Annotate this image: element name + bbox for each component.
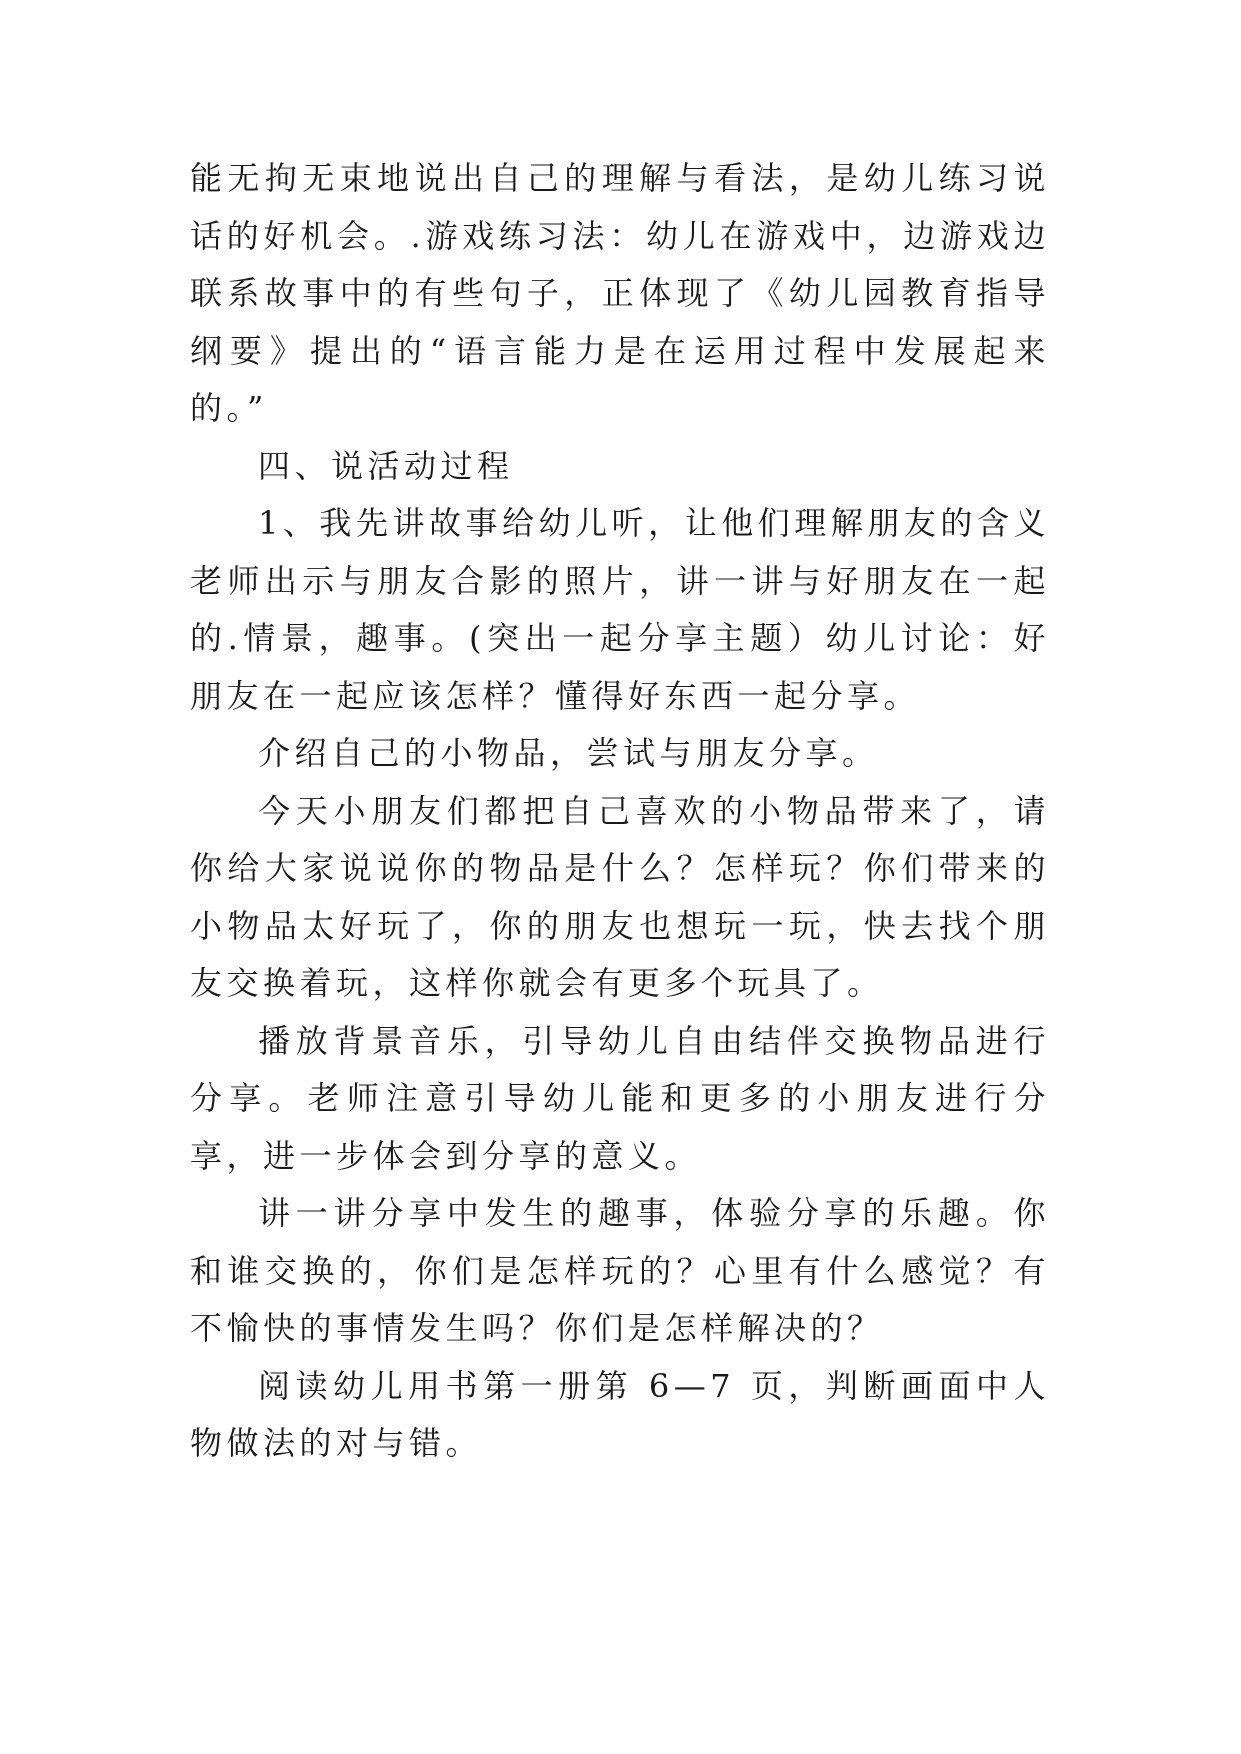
paragraph-1: 能无拘无束地说出自己的理解与看法，是幼儿练习说话的好机会。.游戏练习法：幼儿在游戏中，边游戏边联系故事中的有些句子，正体现了《幼儿园教育指导纲要》提出的“语言能力是在运用过程中发展起来的。” bbox=[190, 159, 1050, 427]
paragraph-7: 讲一讲分享中发生的趣事，体验分享的乐趣。你和谁交换的，你们是怎样玩的？心里有什么感觉？有不愉快的事情发生吗？你们是怎样解决的？ bbox=[190, 1194, 1050, 1347]
paragraph-8: 阅读幼儿用书第一册第 6—7 页，判断画面中人物做法的对与错。 bbox=[190, 1366, 1050, 1462]
paragraph-5: 今天小朋友们都把自己喜欢的小物品带来了，请你给大家说说你的物品是什么？怎样玩？你们带来的小物品太好玩了，你的朋友也想玩一玩，快去找个朋友交换着玩，这样你就会有更多个玩具了。 bbox=[190, 791, 1050, 1002]
document-body bbox=[190, 150, 1050, 1473]
section-heading: 四、说活动过程 bbox=[258, 446, 514, 485]
paragraph-3: 1、我先讲故事给幼儿听，让他们理解朋友的含义老师出示与朋友合影的照片，讲一讲与好朋友在一起的.情景，趣事。(突出一起分享主题）幼儿讨论：好朋友在一起应该怎样？懂得好东西一起分享。 bbox=[190, 504, 1050, 715]
paragraph-4: 介绍自己的小物品，尝试与朋友分享。 bbox=[258, 734, 879, 772]
paragraph-6: 播放背景音乐，引导幼儿自由结伴交换物品进行分享。老师注意引导幼儿能和更多的小朋友进行分享，进一步体会到分享的意义。 bbox=[190, 1021, 1050, 1175]
